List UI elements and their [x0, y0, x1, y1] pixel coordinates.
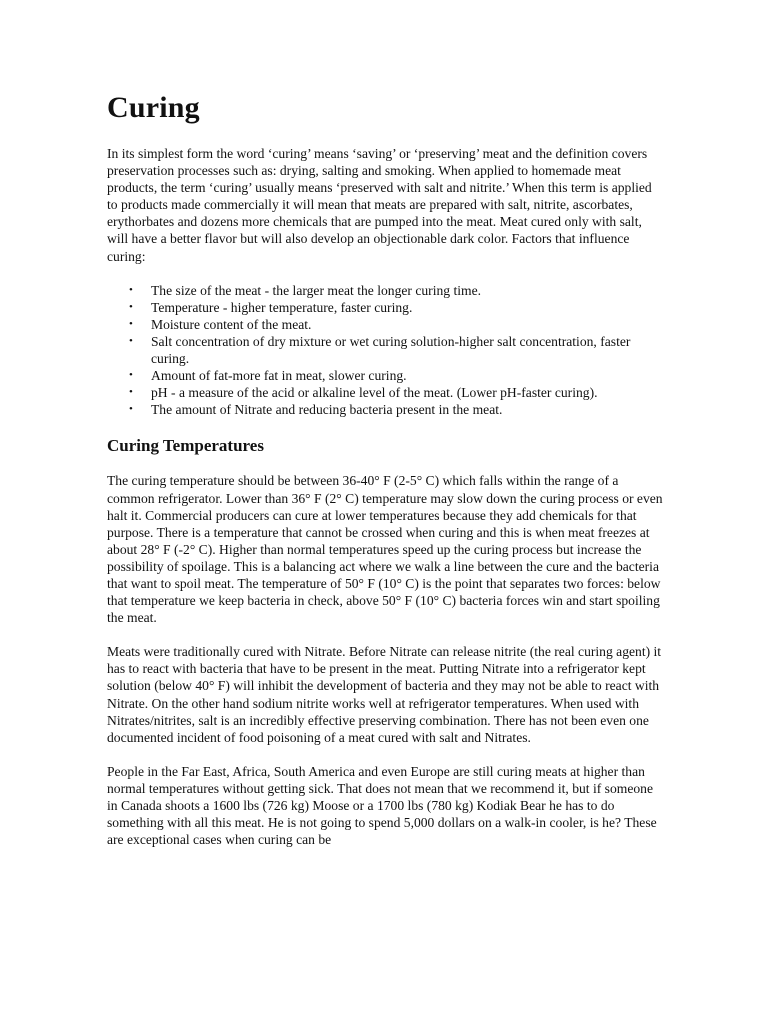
bullet-icon: •: [129, 317, 133, 330]
list-item: [129, 401, 663, 418]
body-paragraph: People in the Far East, Africa, South America and even Europe are still curing meats at higher than normal temperatures without getting sick. That does not mean that we recommend it, but if someone in Canada shoots a 1600 lbs (726 kg) Moose or a 1700 lbs (780 kg) Kodiak Bear he has to do something with all this meat. He is not going to spend 5,000 dollars on a walk-in cooler, is he? These are exceptional cases when curing can be: [107, 763, 657, 848]
list-item-text: Amount of fat-more fat in meat, slower curing.: [151, 368, 407, 384]
bullet-icon: •: [129, 403, 133, 416]
list-item: [129, 316, 663, 333]
list-item: [129, 384, 663, 401]
list-item-text: pH - a measure of the acid or alkaline level of the meat. (Lower pH-faster curing).: [151, 385, 598, 401]
list-item-text: The size of the meat - the larger meat the longer curing time.: [151, 282, 482, 298]
list-item: [129, 367, 663, 384]
intro-paragraph: In its simplest form the word ‘curing’ means ‘saving’ or ‘preserving’ meat and the definition covers preservation processes such as: drying, salting and smoking. When applied to homemade meat products, the term ‘curing’ usually means ‘preserved with salt and nitrite.’ When this term is applied to products made commercially it will mean that meats are prepared with salt, nitrite, ascorbates, erythorbates and dozens more chemicals that are pumped into the meat. Meat cured only with salt, will have a better flavor but will also develop an objectionable dark color. Factors that influence curing:: [107, 146, 652, 264]
bullet-icon: •: [129, 283, 133, 296]
bullet-icon: •: [129, 386, 133, 399]
document-page: [107, 91, 663, 848]
body-paragraph: Meats were traditionally cured with Nitrate. Before Nitrate can release nitrite (the real curing agent) it has to react with bacteria that have to be present in the meat. Putting Nitrate into a refrigerator kept solution (below 40° F) will inhibit the development of bacteria and they may not be able to react with Nitrate. On the other hand sodium nitrite works well at refrigerator temperatures. When used with Nitrates/nitrites, salt is an incredibly effective preserving combination. There has not been even one documented incident of food poisoning of a meat cured with salt and Nitrates.: [107, 644, 662, 745]
page-title: Curing: [107, 91, 200, 124]
list-item-text: Temperature - higher temperature, faster curing.: [151, 299, 413, 315]
curing-factors-list: [107, 282, 663, 419]
list-item: [129, 333, 663, 367]
list-item-text: Salt concentration of dry mixture or wet curing solution-higher salt concentration, faster curing.: [151, 333, 631, 367]
list-item-text: Moisture content of the meat.: [151, 316, 312, 332]
list-item-text: The amount of Nitrate and reducing bacteria present in the meat.: [151, 402, 503, 418]
bullet-icon: •: [129, 334, 133, 347]
bullet-icon: •: [129, 300, 133, 313]
list-item: [129, 282, 663, 299]
list-item: [129, 299, 663, 316]
bullet-icon: •: [129, 369, 133, 382]
body-paragraph: The curing temperature should be between 36-40° F (2-5° C) which falls within the range of a common refrigerator. Lower than 36° F (2° C) temperature may slow down the curing process or even halt it. Commercial producers can cure at lower temperatures because they add chemicals for that purpose. There is a temperature that cannot be crossed when curing and this is when meat freezes at about 28° F (-2° C). Higher than normal temperatures speed up the curing process but increase the possibility of spoilage. This is a balancing act where we walk a line between the cure and the bacteria that want to spoil meat. The temperature of 50° F (10° C) is the point that separates two forces: below that temperature we keep bacteria in check, above 50° F (10° C) bacteria forces win and start spoiling the meat.: [107, 473, 663, 626]
section-heading: Curing Temperatures: [107, 436, 264, 456]
